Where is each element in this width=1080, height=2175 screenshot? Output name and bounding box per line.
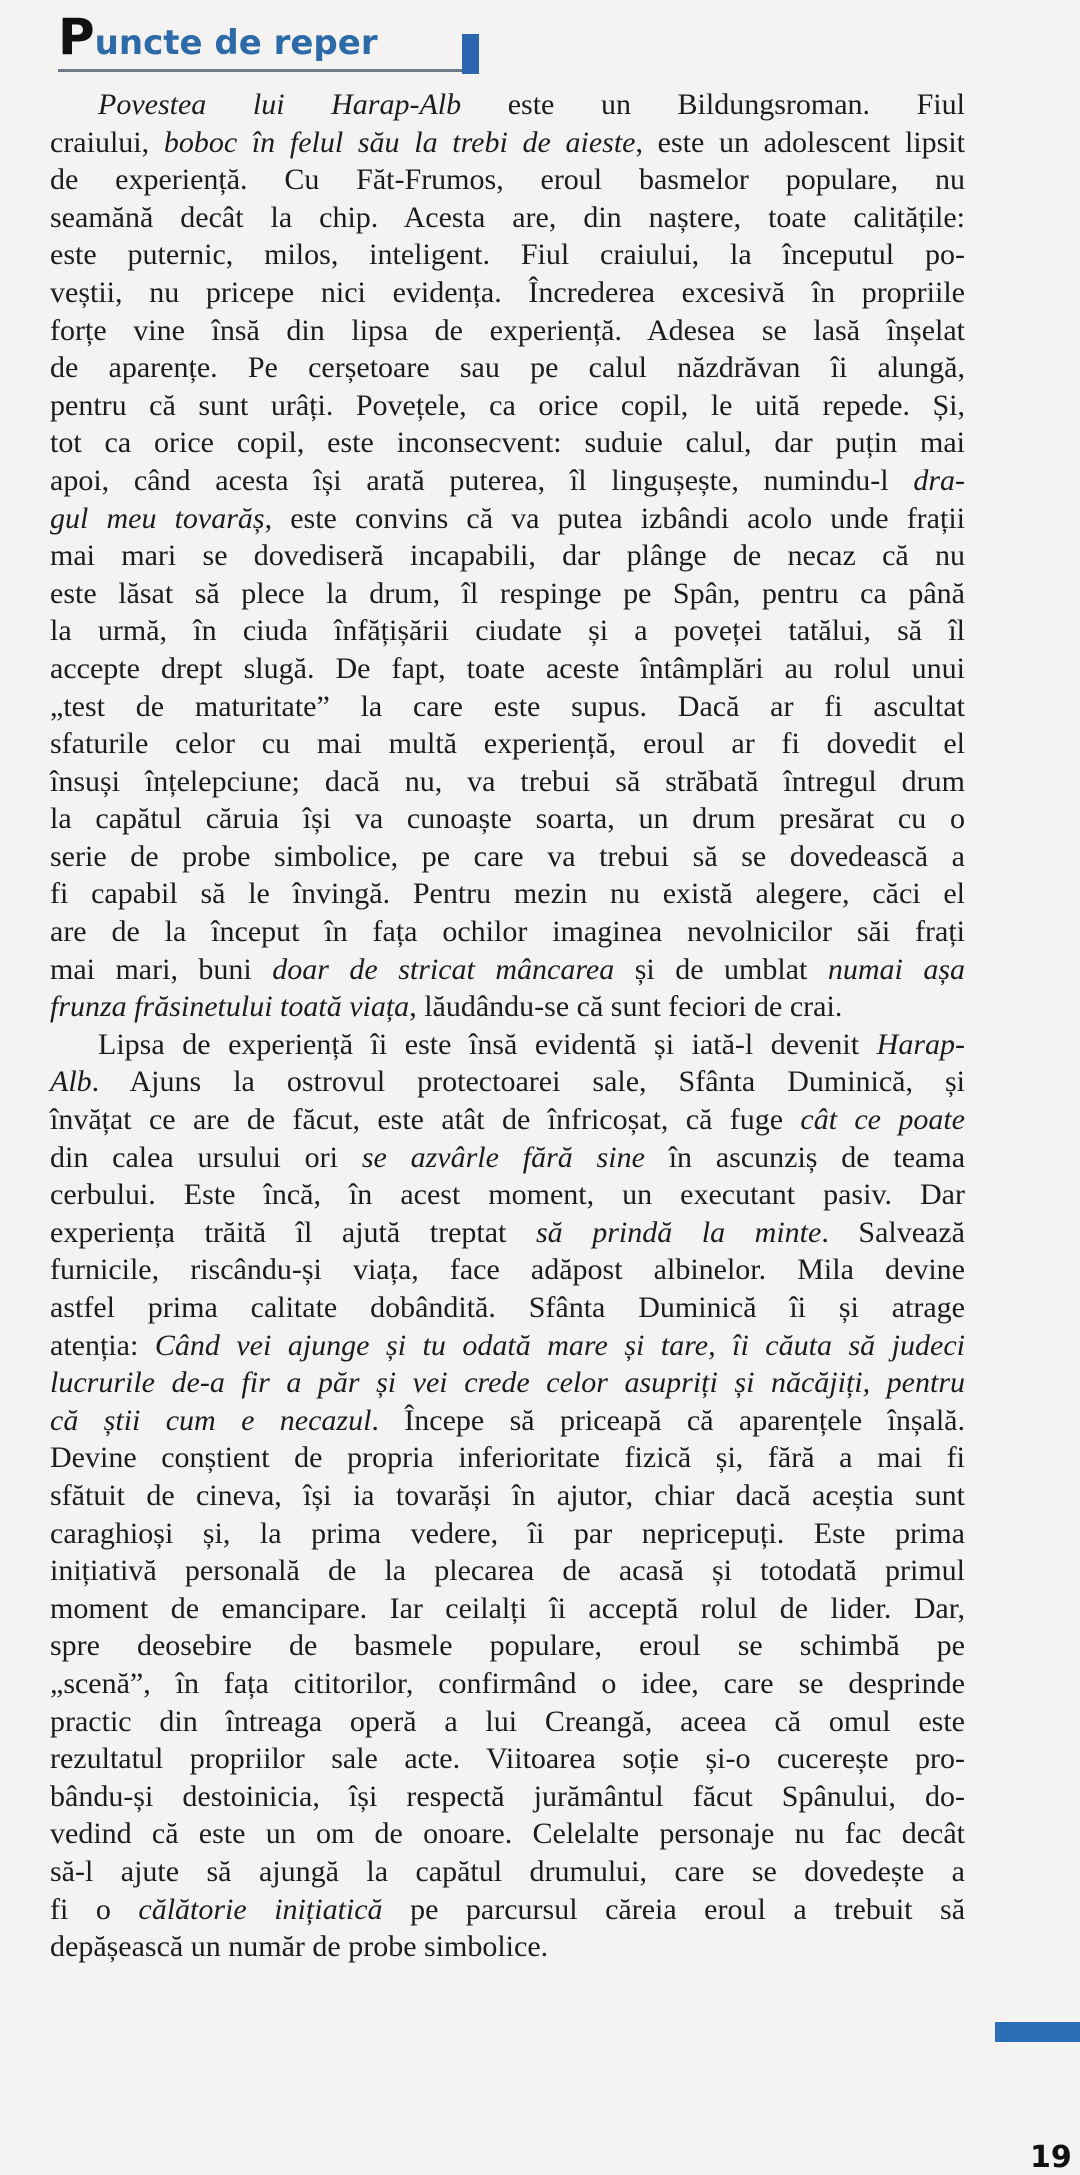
text-line: [50, 1139, 965, 1177]
text-line: [50, 725, 965, 763]
text-line: [50, 800, 965, 838]
italic-quote: Când vei ajunge și tu odată mare și tare, îi căuta să judeci: [154, 1328, 965, 1362]
text-run: forțe vine însă din lipsa de experiență. Adesea se lasă înșelat: [50, 313, 965, 347]
text-run: cerbului. Este încă, în acest moment, un executant pasiv. Dar: [50, 1178, 965, 1212]
text-run: furnicile, riscându-și viața, face adăpost albinelor. Mila devine: [50, 1253, 965, 1287]
title-accent-bar: [462, 34, 479, 74]
text-line: [50, 1891, 965, 1929]
text-line: [50, 575, 965, 613]
text-run: Devine conștient de propria inferioritate fizică și, fără a mai fi: [50, 1441, 965, 1475]
italic-quote: să prindă la minte: [535, 1215, 822, 1249]
text-line: [50, 424, 965, 462]
text-line: [50, 462, 965, 500]
text-run: de experiență. Cu Făt-Frumos, eroul basmelor populare, nu: [50, 163, 965, 197]
text-run: moment de emancipare. Iar ceilalți îi acceptă rolul de lider. Dar,: [50, 1591, 965, 1625]
text-line: [50, 1590, 965, 1628]
text-run: mai mari, buni: [50, 952, 273, 986]
text-line: [50, 86, 965, 124]
text-run: apoi, când acesta își arată puterea, îl lingușește, numindu-l: [50, 463, 914, 497]
text-run: mai mari se dovediseră incapabili, dar plânge de necaz că nu: [50, 539, 965, 573]
text-line: [50, 537, 965, 575]
text-line: [50, 1515, 965, 1553]
text-run: în ascunziș de teama: [644, 1140, 966, 1174]
text-line: [50, 1627, 965, 1665]
text-run: caraghioși și, la prima vedere, îi par nepricepuți. Este prima: [50, 1516, 965, 1550]
text-line: [50, 1026, 965, 1064]
text-run: este lăsat să plece la drum, îl respinge pe Spân, pentru ca până: [50, 576, 965, 610]
text-run: pentru că sunt urâți. Povețele, ca orice copil, le uită repede. Și,: [50, 388, 965, 422]
text-run: învățat ce are de făcut, este atât de înfricoșat, că fuge: [50, 1103, 801, 1137]
title-underline: [58, 69, 462, 72]
text-line: [50, 161, 965, 199]
text-run: „scenă”, în fața cititorilor, confirmând o idee, care se desprinde: [50, 1666, 965, 1700]
italic-quote: dra-: [913, 463, 965, 497]
text-line: [50, 1364, 965, 1402]
text-line: [50, 763, 965, 801]
text-line: [50, 650, 965, 688]
italic-quote: se azvârle fără sine: [361, 1140, 645, 1174]
italic-quote: călătorie inițiatică: [138, 1892, 383, 1926]
text-line: [50, 1928, 965, 1966]
text-run: are de la început în fața ochilor imaginea nevolnicilor săi frați: [50, 915, 965, 949]
text-line: [50, 988, 965, 1026]
text-run: craiului,: [50, 125, 164, 159]
text-line: [50, 838, 965, 876]
text-line: [50, 199, 965, 237]
italic-quote: Povestea lui Harap-Alb: [98, 88, 462, 121]
italic-quote: boboc în felul său la trebi de aieste: [163, 125, 636, 159]
text-run: vedind că este un om de onoare. Celelalte personaje nu fac decât: [50, 1817, 965, 1851]
text-run: . Începe să priceapă că aparențele înșală.: [371, 1403, 966, 1437]
text-run: pe parcursul căreia eroul a trebuit să: [382, 1892, 966, 1926]
section-title: [58, 8, 378, 66]
text-line: [50, 124, 965, 162]
text-run: depășească un număr de probe simbolice.: [50, 1930, 549, 1964]
text-line: [50, 312, 965, 350]
text-run: însuși înțelepciune; dacă nu, va trebui să străbată întregul drum: [50, 764, 965, 798]
text-run: , este convins că va putea izbândi acolo unde frații: [264, 501, 965, 535]
text-run: . Ajuns la ostrovul protectoarei sale, Sfânta Duminică, și: [91, 1065, 965, 1099]
text-run: „test de maturitate” la care este supus. Dacă ar fi ascultat: [50, 689, 965, 723]
text-line: [50, 1853, 965, 1891]
italic-quote: lucrurile de-a fir a păr și vei crede celor asupriți și năcăjiți, pentru: [50, 1366, 965, 1400]
text-line: [50, 1289, 965, 1327]
text-run: este un Bildungsroman. Fiul: [461, 88, 965, 121]
italic-quote: numai așa: [827, 952, 965, 986]
text-line: [50, 236, 965, 274]
text-line: [50, 1552, 965, 1590]
text-line: [50, 1703, 965, 1741]
text-run: astfel prima calitate dobândită. Sfânta Duminică îi și atrage: [50, 1291, 965, 1324]
text-line: [50, 1251, 965, 1289]
text-run: practic din întreaga operă a lui Creangă, aceea că omul este: [50, 1704, 965, 1738]
text-run: , lăudându-se că sunt feciori de crai.: [409, 990, 843, 1024]
text-line: [50, 1778, 965, 1816]
text-run: Lipsa de experiență îi este însă evidentă și iată-l devenit: [98, 1027, 877, 1061]
text-line: [50, 1740, 965, 1778]
text-run: atenția:: [50, 1328, 155, 1362]
section-title-rest: uncte de reper: [94, 23, 378, 63]
text-line: [50, 500, 965, 538]
text-line: [50, 349, 965, 387]
text-line: [50, 1815, 965, 1853]
text-line: [50, 1101, 965, 1139]
italic-quote: doar de stricat mâncarea: [272, 952, 615, 986]
text-run: la capătul căruia își va cunoaște soarta, un drum presărat cu o: [50, 802, 965, 836]
section-title-initial: P: [58, 8, 95, 66]
text-line: [50, 875, 965, 913]
italic-quote: că știi cum e necazul: [50, 1403, 372, 1437]
text-run: de aparențe. Pe cerșetoare sau pe calul năzdrăvan îi alungă,: [50, 351, 965, 385]
italic-quote: gul meu tovarăș: [50, 501, 265, 535]
text-run: fi o: [50, 1892, 139, 1926]
text-run: accepte drept slugă. De fapt, toate aceste întâmplări au rolul unui: [50, 651, 965, 685]
text-run: experiența trăită îl ajută treptat: [50, 1215, 536, 1249]
text-run: fi capabil să le învingă. Pentru mezin nu există alegere, căci el: [50, 877, 965, 911]
body-text: [50, 86, 965, 1966]
text-line: [50, 688, 965, 726]
text-run: serie de probe simbolice, pe care va trebui să se dovedească a: [50, 839, 965, 873]
text-line: [50, 387, 965, 425]
page-number: 19: [1030, 2140, 1072, 2175]
text-line: [50, 1665, 965, 1703]
text-run: veștii, nu pricepe nici evidența. Încrederea excesivă în propriile: [50, 275, 965, 309]
text-run: inițiativă personală de la plecarea de acasă și totodată primul: [50, 1554, 965, 1588]
italic-quote: cât ce poate: [800, 1103, 965, 1137]
text-line: [50, 1214, 965, 1252]
text-line: [50, 1327, 965, 1365]
text-run: sfătuit de cineva, își ia tovarăși în ajutor, chiar dacă aceștia sunt: [50, 1478, 965, 1512]
text-run: din calea ursului ori: [50, 1140, 362, 1174]
text-line: [50, 1439, 965, 1477]
text-line: [50, 1176, 965, 1214]
italic-quote: Harap-: [876, 1027, 965, 1061]
text-run: spre deosebire de basmele populare, eroul se schimbă pe: [50, 1629, 965, 1663]
text-run: , este un adolescent lipsit: [635, 125, 965, 159]
text-line: [50, 612, 965, 650]
text-run: și de umblat: [614, 952, 828, 986]
text-line: [50, 1063, 965, 1101]
text-run: rezultatul propriilor sale acte. Viitoarea soție și-o cucerește pro-: [50, 1742, 965, 1776]
text-run: sfaturile celor cu mai multă experiență, eroul ar fi dovedit el: [50, 727, 965, 761]
text-run: să-l ajute să ajungă la capătul drumului, care se dovedește a: [50, 1854, 965, 1888]
italic-quote: frunza frăsinetului toată viața: [50, 990, 410, 1024]
text-run: seamănă decât la chip. Acesta are, din naștere, toate calitățile:: [50, 200, 965, 234]
text-line: [50, 951, 965, 989]
text-run: bându-și destoinicia, își respectă jurământul făcut Spânului, do-: [50, 1779, 965, 1813]
text-line: [50, 1402, 965, 1440]
text-run: . Salvează: [821, 1215, 965, 1249]
text-run: la urmă, în ciuda înfățișării ciudate și a poveței tatălui, să îl: [50, 614, 965, 648]
italic-quote: Alb: [50, 1065, 92, 1099]
page-edge-tab: [995, 2022, 1080, 2042]
text-line: [50, 913, 965, 951]
text-run: este puternic, milos, inteligent. Fiul craiului, la începutul po-: [50, 238, 965, 272]
text-run: tot ca orice copil, este inconsecvent: suduie calul, dar puțin mai: [50, 426, 965, 460]
text-line: [50, 274, 965, 312]
text-line: [50, 1477, 965, 1515]
